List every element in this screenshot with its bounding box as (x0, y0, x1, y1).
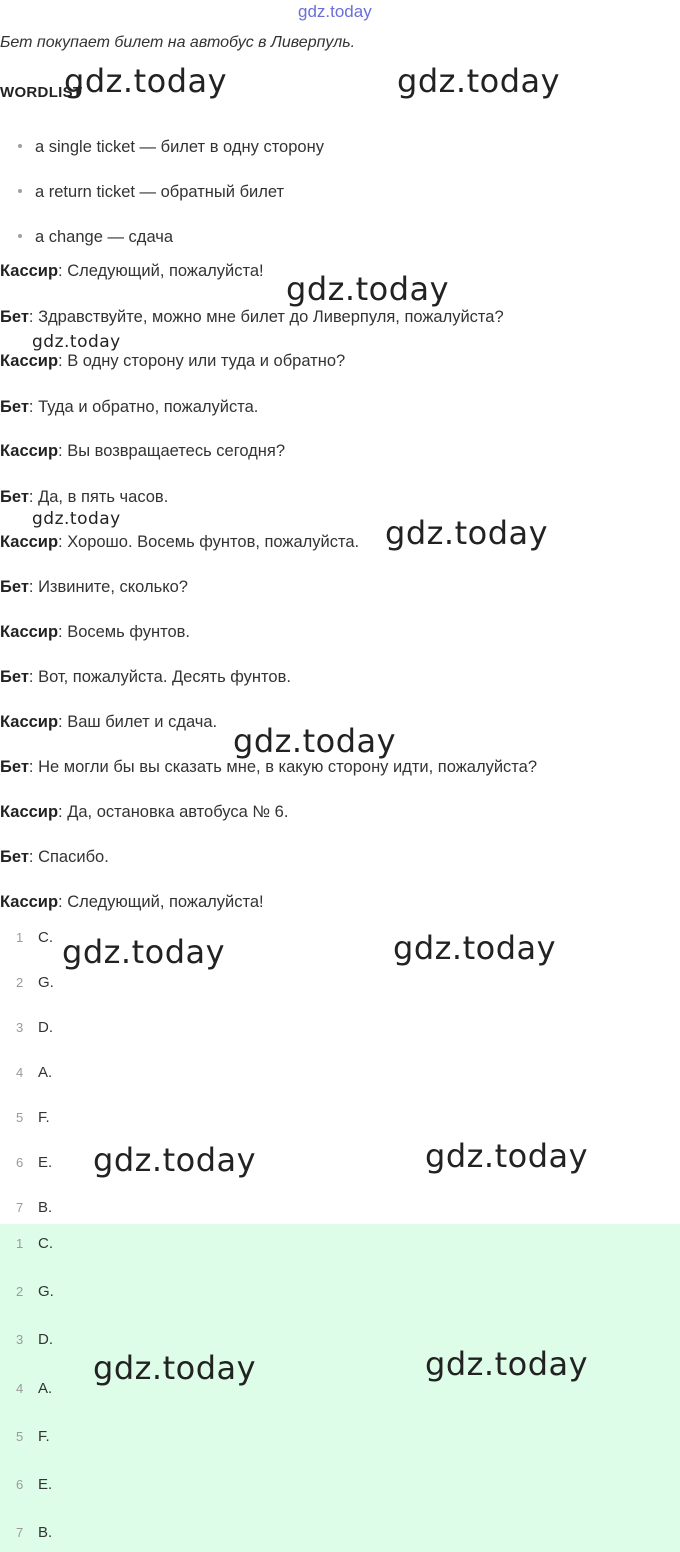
answer-letter: F. (38, 1109, 50, 1126)
dialogue-line (0, 488, 168, 507)
answer-letter: A. (38, 1380, 53, 1397)
answer-item (16, 1019, 53, 1036)
speaker-name: Кассир (0, 623, 59, 641)
speaker-name: Кассир (0, 803, 59, 821)
answer-number: 2 (16, 1284, 24, 1299)
watermark: gdz.today (425, 1345, 589, 1383)
answer-number: 1 (16, 1236, 24, 1251)
dialogue-line (0, 848, 109, 867)
answer-item (16, 1154, 52, 1171)
line-text: : Следующий, пожалуйста! (58, 893, 264, 911)
watermark: gdz.today (93, 1349, 257, 1387)
answer-number: 6 (16, 1155, 24, 1170)
wordlist-item-text: a change — сдача (35, 228, 174, 246)
line-text: : Извините, сколько? (28, 578, 188, 596)
line-text: : Спасибо. (28, 848, 109, 866)
speaker-name: Бет (0, 398, 29, 416)
line-text: : Да, в пять часов. (28, 488, 169, 506)
watermark: gdz.today (32, 332, 121, 352)
bullet-icon (18, 144, 22, 148)
answer-letter: B. (38, 1199, 53, 1216)
wordlist-heading: WORDLIST (0, 84, 83, 101)
line-text: : Вы возвращаетесь сегодня? (58, 442, 286, 460)
answer-number: 4 (16, 1065, 24, 1080)
watermark: gdz.today (62, 933, 226, 971)
dialogue-line (0, 803, 288, 822)
watermark: gdz.today (397, 62, 561, 100)
answer-letter: F. (38, 1428, 50, 1445)
bullet-icon (18, 234, 22, 238)
answer-letter: D. (38, 1331, 53, 1348)
answer-letter: E. (38, 1154, 53, 1171)
dialogue-line (0, 262, 264, 281)
answer-letter: D. (38, 1019, 53, 1036)
dialogue-line (0, 442, 285, 461)
answer-number: 6 (16, 1477, 24, 1492)
dialogue-line (0, 668, 291, 687)
answer-letter: C. (38, 1235, 53, 1252)
speaker-name: Кассир (0, 893, 59, 911)
line-text: : Ваш билет и сдача. (58, 713, 218, 731)
dialogue-line (0, 758, 537, 777)
dialogue-line (0, 352, 345, 371)
site-watermark-header: gdz.today (298, 2, 372, 21)
speaker-name: Бет (0, 668, 29, 686)
line-text: : Не могли бы вы сказать мне, в какую сторону идти, пожалуйста? (28, 758, 538, 776)
wordlist-item-text: a return ticket — обратный билет (35, 183, 285, 201)
highlighted-answer-item (16, 1331, 53, 1348)
dialogue-line (0, 578, 188, 597)
answer-number: 2 (16, 975, 24, 990)
bullet-icon (18, 189, 22, 193)
speaker-name: Бет (0, 308, 29, 326)
wordlist-item (18, 228, 173, 247)
line-text: : Туда и обратно, пожалуйста. (28, 398, 259, 416)
answer-number: 4 (16, 1381, 24, 1396)
speaker-name: Бет (0, 578, 29, 596)
answer-letter: G. (38, 1283, 54, 1300)
answer-item (16, 1064, 52, 1081)
line-text: : Вот, пожалуйста. Десять фунтов. (28, 668, 291, 686)
highlighted-answer-item (16, 1235, 53, 1252)
highlighted-answer-item (16, 1476, 52, 1493)
answer-number: 3 (16, 1332, 24, 1347)
line-text: : Следующий, пожалуйста! (58, 262, 264, 280)
answer-number: 5 (16, 1110, 24, 1125)
watermark: gdz.today (64, 62, 228, 100)
watermark: gdz.today (32, 509, 121, 529)
dialogue-line (0, 893, 264, 912)
dialogue-line (0, 398, 258, 417)
answer-letter: E. (38, 1476, 53, 1493)
highlighted-answer-item (16, 1524, 52, 1541)
speaker-name: Кассир (0, 442, 59, 460)
line-text: : Хорошо. Восемь фунтов, пожалуйста. (58, 533, 360, 551)
wordlist-item-text: a single ticket — билет в одну сторону (35, 138, 324, 156)
answer-letter: C. (38, 929, 53, 946)
line-text: : Здравствуйте, можно мне билет до Ливерпуля, пожалуйста? (28, 308, 504, 326)
highlighted-answer-item (16, 1380, 52, 1397)
watermark: gdz.today (233, 722, 397, 760)
answer-letter: A. (38, 1064, 53, 1081)
watermark: gdz.today (385, 514, 549, 552)
speaker-name: Бет (0, 758, 29, 776)
answer-item (16, 1199, 52, 1216)
highlighted-answers-block (0, 1224, 680, 1552)
watermark: gdz.today (93, 1141, 257, 1179)
dialogue-line (0, 713, 217, 732)
speaker-name: Бет (0, 488, 29, 506)
answer-number: 7 (16, 1200, 24, 1215)
line-text: : Восемь фунтов. (58, 623, 190, 641)
answer-number: 5 (16, 1429, 24, 1444)
watermark: gdz.today (286, 270, 450, 308)
answer-item (16, 1109, 50, 1126)
speaker-name: Кассир (0, 533, 59, 551)
speaker-name: Кассир (0, 713, 59, 731)
speaker-name: Бет (0, 848, 29, 866)
answer-number: 3 (16, 1020, 24, 1035)
dialogue-line (0, 623, 190, 642)
answer-number: 1 (16, 930, 24, 945)
speaker-name: Кассир (0, 262, 59, 280)
line-text: : Да, остановка автобуса № 6. (58, 803, 289, 821)
wordlist-item (18, 138, 324, 157)
answer-item (16, 974, 54, 991)
dialogue-line (0, 533, 359, 552)
answer-item (16, 929, 53, 946)
dialogue-line (0, 308, 504, 327)
watermark: gdz.today (425, 1137, 589, 1175)
line-text: : В одну сторону или туда и обратно? (58, 352, 346, 370)
highlighted-answer-item (16, 1283, 54, 1300)
speaker-name: Кассир (0, 352, 59, 370)
intro-text: Бет покупает билет на автобус в Ливерпуль. (0, 34, 356, 51)
answer-number: 7 (16, 1525, 24, 1540)
highlighted-answer-item (16, 1428, 50, 1445)
answer-letter: G. (38, 974, 54, 991)
answer-letter: B. (38, 1524, 53, 1541)
watermark: gdz.today (393, 929, 557, 967)
wordlist-item (18, 183, 284, 202)
